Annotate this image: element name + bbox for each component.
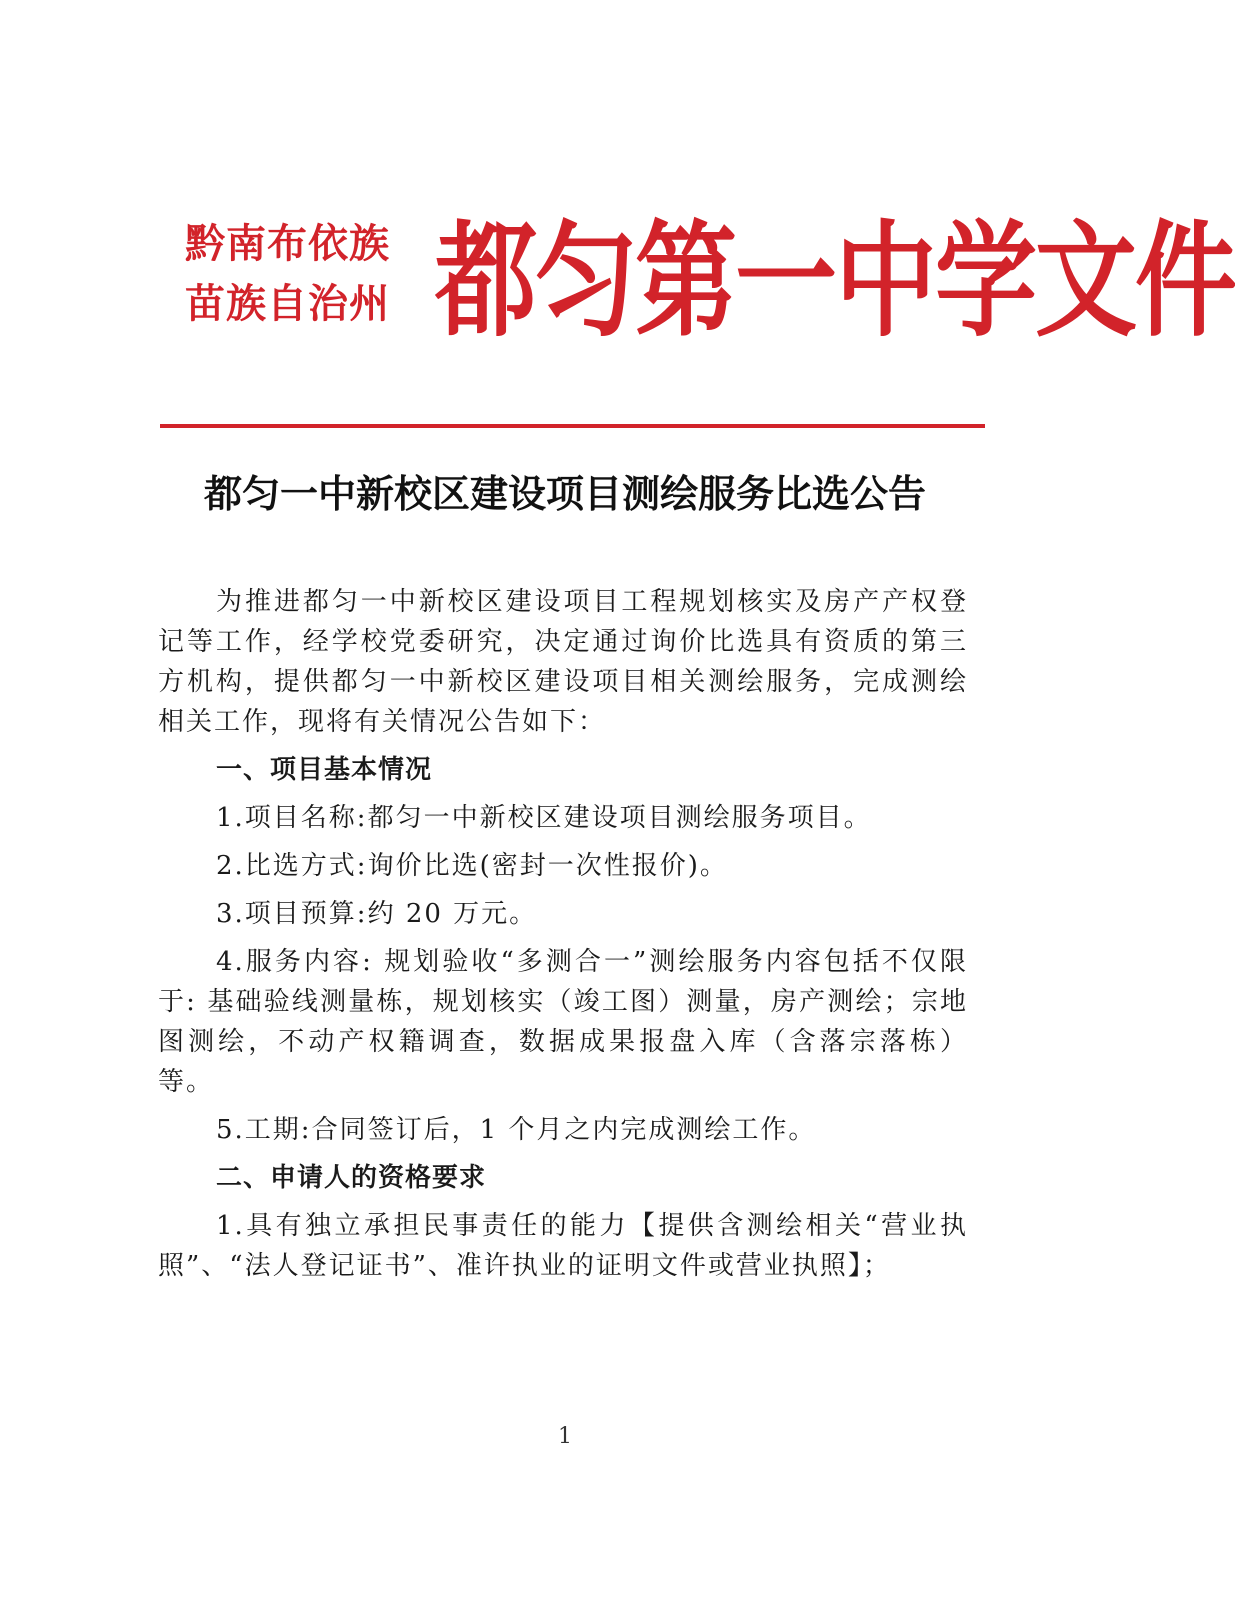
project-item-3: 3.项目预算:约 20 万元。 [216, 899, 538, 929]
page-number: 1 [558, 1424, 572, 1449]
document-header [185, 196, 1235, 355]
document-type-title: 都匀第一中学文件 [435, 208, 1235, 355]
notice-title: 都匀一中新校区建设项目测绘服务比选公告 [203, 471, 926, 516]
header-divider [160, 424, 985, 428]
intro-paragraph: 为推进都匀一中新校区建设项目工程规划核实及房产产权登记等工作，经学校党委研究，决定通过询价比选具有资质的第三方机构，提供都匀一中新校区建设项目相关测绘服务，完成测绘相关工作，现将有关情况公告如下： [158, 587, 968, 737]
project-item-5: 5.工期:合同签订后，1 个月之内完成测绘工作。 [216, 1115, 817, 1145]
notice-body [158, 582, 968, 1294]
qualification-item-1: 1.具有独立承担民事责任的能力【提供含测绘相关“营业执照”、“法人登记证书”、准许执业的证明文件或营业执照】； [158, 1211, 968, 1281]
issuing-org-line2: 苗族自治州 [185, 280, 390, 327]
issuing-org-line1: 黔南布依族 [185, 220, 390, 267]
project-item-1: 1.项目名称:都匀一中新校区建设项目测绘服务项目。 [216, 803, 872, 833]
project-item-4: 4.服务内容: 规划验收“多测合一”测绘服务内容包括不仅限于: 基础验线测量栋，规划核实（竣工图）测量，房产测绘；宗地图测绘，不动产权籍调查，数据成果报盘入库（含落宗落栋）等。 [158, 947, 968, 1097]
section-heading-project: 一、项目基本情况 [216, 755, 433, 785]
section-heading-qualifications: 二、申请人的资格要求 [216, 1163, 487, 1193]
issuing-org [185, 214, 425, 334]
project-item-2: 2.比选方式:询价比选(密封一次性报价)。 [216, 851, 728, 881]
